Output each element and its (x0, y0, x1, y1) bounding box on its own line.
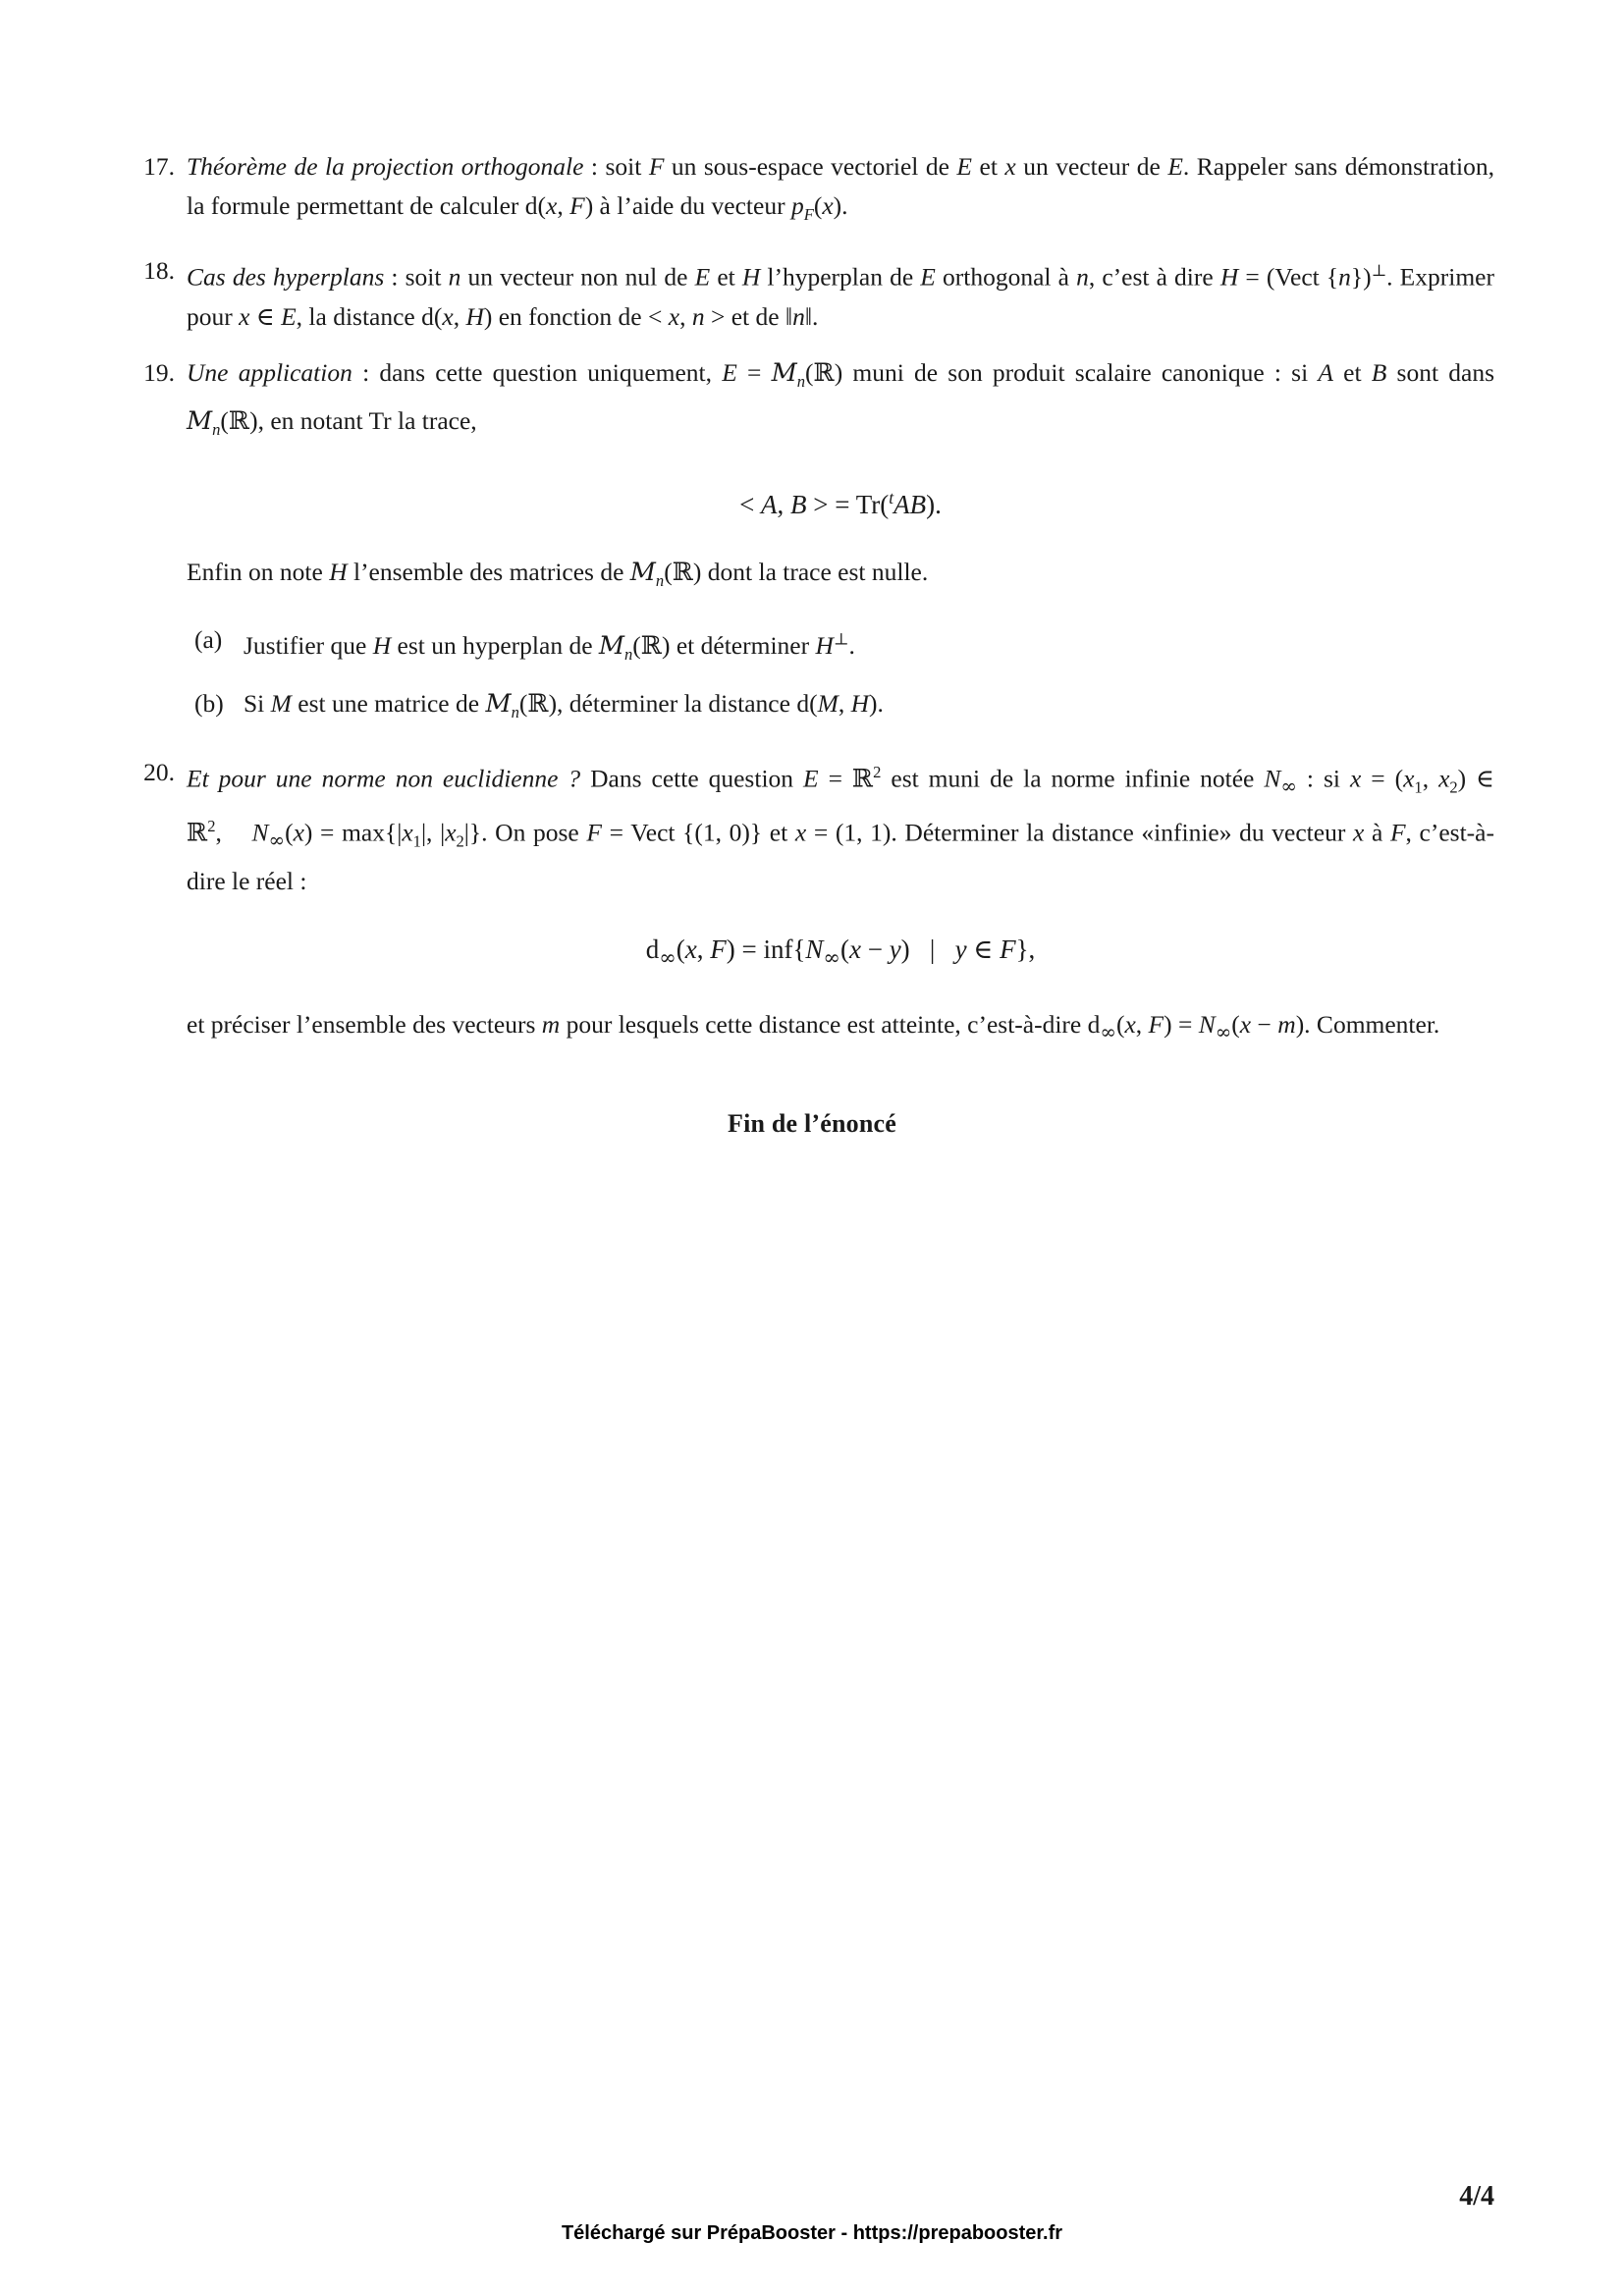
text-run: ) = max{| (303, 818, 403, 847)
perp-symbol: ⊥ (1371, 261, 1387, 281)
text-run: { (1326, 262, 1339, 292)
text-run: et (972, 152, 1005, 181)
text-run: : si (1296, 764, 1350, 793)
math-subscript: F (803, 205, 814, 225)
math-var: x (546, 191, 558, 220)
math-subscript: n (511, 703, 519, 722)
infinity-subscript: ∞ (823, 944, 840, 970)
math-blackboard-R: ℝ (187, 818, 208, 848)
text-run: = (736, 357, 772, 387)
text-run: = ( (1361, 764, 1404, 793)
math-var: E (1167, 152, 1183, 181)
math-blackboard-R: ℝ (228, 405, 250, 436)
text-run: orthogonal à (935, 262, 1077, 292)
math-var: E (694, 262, 711, 292)
distance-operator: d (645, 934, 660, 964)
text-run: ‖. (804, 301, 819, 331)
sub-question-list-19 (187, 620, 1494, 733)
text-run: à (1364, 818, 1390, 847)
end-of-statement-note: Fin de l’énoncé (728, 1109, 896, 1139)
text-run: ( (839, 934, 849, 964)
text-run: = (Vect (1238, 262, 1326, 292)
text-run: , (215, 818, 222, 847)
text-run: et préciser l’ensemble des vecteurs (187, 1010, 542, 1040)
question-number: 17. (143, 152, 175, 181)
display-equation-20 (187, 927, 1494, 980)
text-run: ) (900, 934, 910, 964)
math-var: F (586, 818, 602, 847)
text-run: ) ∈ (1457, 764, 1495, 793)
text-run: un vecteur de (1015, 152, 1168, 181)
question-body (187, 753, 1494, 901)
math-var: A (1318, 357, 1333, 387)
math-var: N (1264, 764, 1281, 793)
text-run: est un hyperplan de (391, 631, 599, 661)
text-run: ). (926, 489, 942, 519)
math-subscript: 1 (412, 831, 421, 851)
sub-question-body (244, 629, 855, 665)
text-run: ) à l’aide du vecteur (584, 191, 791, 220)
text-run: ). Commenter. (1295, 1010, 1440, 1040)
math-var: x (822, 191, 834, 220)
math-blackboard-R: ℝ (672, 557, 693, 587)
text-run: ) muni de son produit scalaire canonique : si (834, 357, 1319, 387)
text-run: et (1332, 357, 1372, 387)
question-body (187, 353, 1494, 450)
math-var: E (920, 262, 936, 292)
math-var: E (803, 764, 819, 793)
math-var: F (1148, 1010, 1164, 1040)
perp-symbol: ⊥ (833, 629, 849, 649)
text-run: , (453, 301, 466, 331)
math-var: x (1124, 1010, 1136, 1040)
math-var: n (1338, 262, 1351, 292)
math-var: H (741, 262, 761, 292)
text-run: Dans cette question (580, 764, 804, 793)
text-run: l’ensemble des matrices de (347, 557, 630, 586)
transpose-superscript: t (889, 487, 894, 507)
math-var: F (1000, 934, 1016, 964)
text-run: ) et déterminer (662, 631, 816, 661)
math-var: E (722, 357, 737, 387)
infinity-subscript: ∞ (1100, 1021, 1116, 1044)
text-run: − (1251, 1010, 1278, 1040)
math-var: x (668, 301, 680, 331)
math-superscript: 2 (873, 762, 882, 781)
infinity-subscript: ∞ (1280, 774, 1297, 798)
text-run: et (710, 262, 742, 292)
math-var: N (1198, 1010, 1216, 1040)
paragraph-after-equation-20 (187, 1005, 1494, 1052)
text-run: ( (813, 191, 823, 220)
page-content (130, 147, 1494, 1139)
question-body (187, 147, 1494, 235)
text-run: ∈ (249, 301, 282, 331)
display-equation-19 (187, 475, 1494, 527)
text-run: ( (1115, 1010, 1125, 1040)
text-run: un sous-espace vectoriel de (664, 152, 957, 181)
text-run: , (1422, 764, 1439, 793)
math-var: n (1076, 262, 1089, 292)
text-run: > et de ‖ (704, 301, 793, 331)
math-var: x (442, 301, 454, 331)
math-var: E (281, 301, 297, 331)
math-var: F (710, 934, 727, 964)
math-var: x (293, 818, 304, 847)
footer-credit: Téléchargé sur PrépaBooster - https://prepabooster.fr (561, 2222, 1063, 2244)
text-run: = (1, 1). Déterminer la distance «infinie» du vecteur (806, 818, 1353, 847)
text-run: = Vect {(1, 0)} et (601, 818, 795, 847)
sub-question-body (244, 689, 884, 722)
text-run: est muni de la norme infinie notée (881, 764, 1265, 793)
sub-question-item-b (187, 684, 1494, 732)
math-blackboard-R: ℝ (813, 357, 835, 388)
math-blackboard-R: ℝ (851, 764, 874, 794)
question-item-19 (130, 353, 1494, 733)
math-blackboard-R: ℝ (640, 631, 662, 662)
question-item-18 (130, 251, 1494, 337)
math-subscript: n (796, 371, 805, 391)
text-run: ). (833, 191, 848, 220)
math-var: H (850, 689, 869, 719)
math-var: E (956, 152, 972, 181)
math-var: x (794, 818, 807, 847)
math-blackboard-R: ℝ (527, 689, 549, 720)
text-run: ( (664, 557, 673, 586)
page-number: 4/4 (1459, 2181, 1494, 2212)
math-var: M (270, 689, 292, 719)
text-run: , (1135, 1010, 1149, 1040)
text-run: , (557, 191, 570, 220)
text-run: |, | (420, 818, 446, 847)
question-body (187, 251, 1494, 337)
text-run: pour lesquels cette distance est atteinte, c’est-à-dire d (560, 1010, 1101, 1040)
text-run: Enfin on note (187, 557, 330, 586)
math-var: x (848, 934, 861, 964)
question-number: 19. (143, 357, 175, 387)
sub-question-item-a (187, 620, 1494, 675)
math-var: n (448, 262, 461, 292)
math-calligraphic-M: M (629, 557, 656, 587)
math-var: F (1389, 818, 1406, 847)
text-run: |}. On pose (463, 818, 587, 847)
math-calligraphic-M: M (187, 405, 213, 436)
question-title: Théorème de la projection orthogonale (187, 152, 584, 181)
question-title: Cas des hyperplans (187, 262, 385, 292)
sub-question-label: (b) (194, 689, 224, 719)
text-run: ) = (1164, 1010, 1199, 1040)
text-run: est une matrice de (291, 689, 486, 719)
text-run: ) = inf{ (726, 934, 806, 964)
math-var: x (1438, 764, 1450, 793)
question-list (130, 147, 1494, 1052)
math-calligraphic-M: M (485, 689, 512, 720)
text-run: ) en fonction de < (483, 301, 669, 331)
text-run: ), en notant Tr la trace, (249, 405, 477, 435)
text-run: ( (805, 357, 814, 387)
math-var: H (815, 631, 834, 661)
math-var: H (1219, 262, 1239, 292)
question-title: Et pour une norme non euclidienne ? (187, 764, 581, 793)
such-that-bar: | (929, 934, 936, 964)
text-run: l’hyperplan de (760, 262, 921, 292)
text-run: ( (220, 405, 229, 435)
math-subscript: n (212, 419, 221, 439)
math-var: x (684, 934, 697, 964)
math-var: n (792, 301, 805, 331)
text-run: ), déterminer la distance d( (548, 689, 818, 719)
math-var: y (954, 934, 967, 964)
math-var: p (790, 191, 804, 220)
text-run: − (860, 934, 890, 964)
math-var: m (541, 1010, 561, 1040)
text-run: ( (1231, 1010, 1240, 1040)
infinity-subscript: ∞ (659, 944, 677, 970)
text-run: . (848, 631, 855, 661)
math-var: F (569, 191, 585, 220)
math-var: n (691, 301, 705, 331)
math-var: F (648, 152, 665, 181)
text-run: = (818, 764, 852, 793)
math-var: AB (893, 489, 927, 519)
text-run: , (777, 489, 791, 519)
trace-operator: Tr( (855, 489, 890, 519)
text-run: ) dont la trace est nulle. (692, 557, 929, 586)
math-var: H (465, 301, 484, 331)
text-run: : dans cette question uniquement, (352, 357, 723, 387)
question-title: Une application (187, 357, 352, 387)
math-var: N (805, 934, 824, 964)
sub-question-label: (a) (194, 624, 223, 654)
text-run: ( (518, 689, 528, 719)
text-run: . Rappeler sans démonstration, la formule permettant de calculer d( (187, 152, 1494, 220)
math-var: H (372, 631, 392, 661)
math-var: M (817, 689, 839, 719)
text-run: ( (676, 934, 685, 964)
text-run: , c’est-à-dire le réel : (187, 818, 1494, 895)
question-number: 18. (143, 256, 175, 286)
math-var: N (251, 818, 269, 847)
text-run: ). (869, 689, 884, 719)
math-var: x (1403, 764, 1415, 793)
math-var: B (790, 489, 807, 519)
math-subscript: n (655, 570, 665, 590)
math-subscript: 1 (1414, 777, 1423, 797)
math-var: x (1352, 818, 1365, 847)
text-run: , c’est à dire (1088, 262, 1220, 292)
math-var: x (1239, 1010, 1252, 1040)
text-run: . Exprimer pour (187, 262, 1494, 331)
text-run: : soit (583, 152, 649, 181)
math-var: y (889, 934, 901, 964)
text-run: Si (244, 689, 271, 719)
math-calligraphic-M: M (771, 357, 797, 388)
math-var: x (402, 818, 413, 847)
text-run: }, (1015, 934, 1036, 964)
text-run: > = (806, 489, 856, 519)
question-item-17 (130, 147, 1494, 235)
math-var: B (1371, 357, 1387, 387)
text-run: ( (285, 818, 294, 847)
math-var: x (239, 301, 250, 331)
question-number: 20. (143, 757, 175, 786)
math-superscript: 2 (207, 817, 216, 836)
math-var: m (1277, 1010, 1296, 1040)
text-run: , (838, 689, 851, 719)
text-run: Justifier que (244, 631, 373, 661)
paragraph-after-equation-19 (187, 553, 1494, 601)
question-item-20 (130, 753, 1494, 1053)
text-run: , (696, 934, 711, 964)
text-run: ( (632, 631, 641, 661)
math-var: x (1004, 152, 1016, 181)
text-run: , (679, 301, 692, 331)
math-subscript: 2 (456, 831, 464, 851)
math-var: x (1349, 764, 1362, 793)
math-var: x (445, 818, 457, 847)
math-calligraphic-M: M (598, 631, 625, 662)
infinity-subscript: ∞ (268, 828, 286, 852)
math-subscript: n (624, 645, 633, 665)
text-run: , la distance d( (296, 301, 443, 331)
text-run: ∈ (966, 934, 1001, 964)
math-var: A (761, 489, 778, 519)
text-run: sont dans (1386, 357, 1495, 387)
text-run: < (739, 489, 762, 519)
math-subscript: 2 (1449, 777, 1458, 797)
text-run: un vecteur non nul de (460, 262, 695, 292)
text-run: }) (1350, 262, 1372, 292)
math-var: H (329, 557, 348, 586)
infinity-subscript: ∞ (1215, 1021, 1232, 1044)
text-run: : soit (384, 262, 449, 292)
